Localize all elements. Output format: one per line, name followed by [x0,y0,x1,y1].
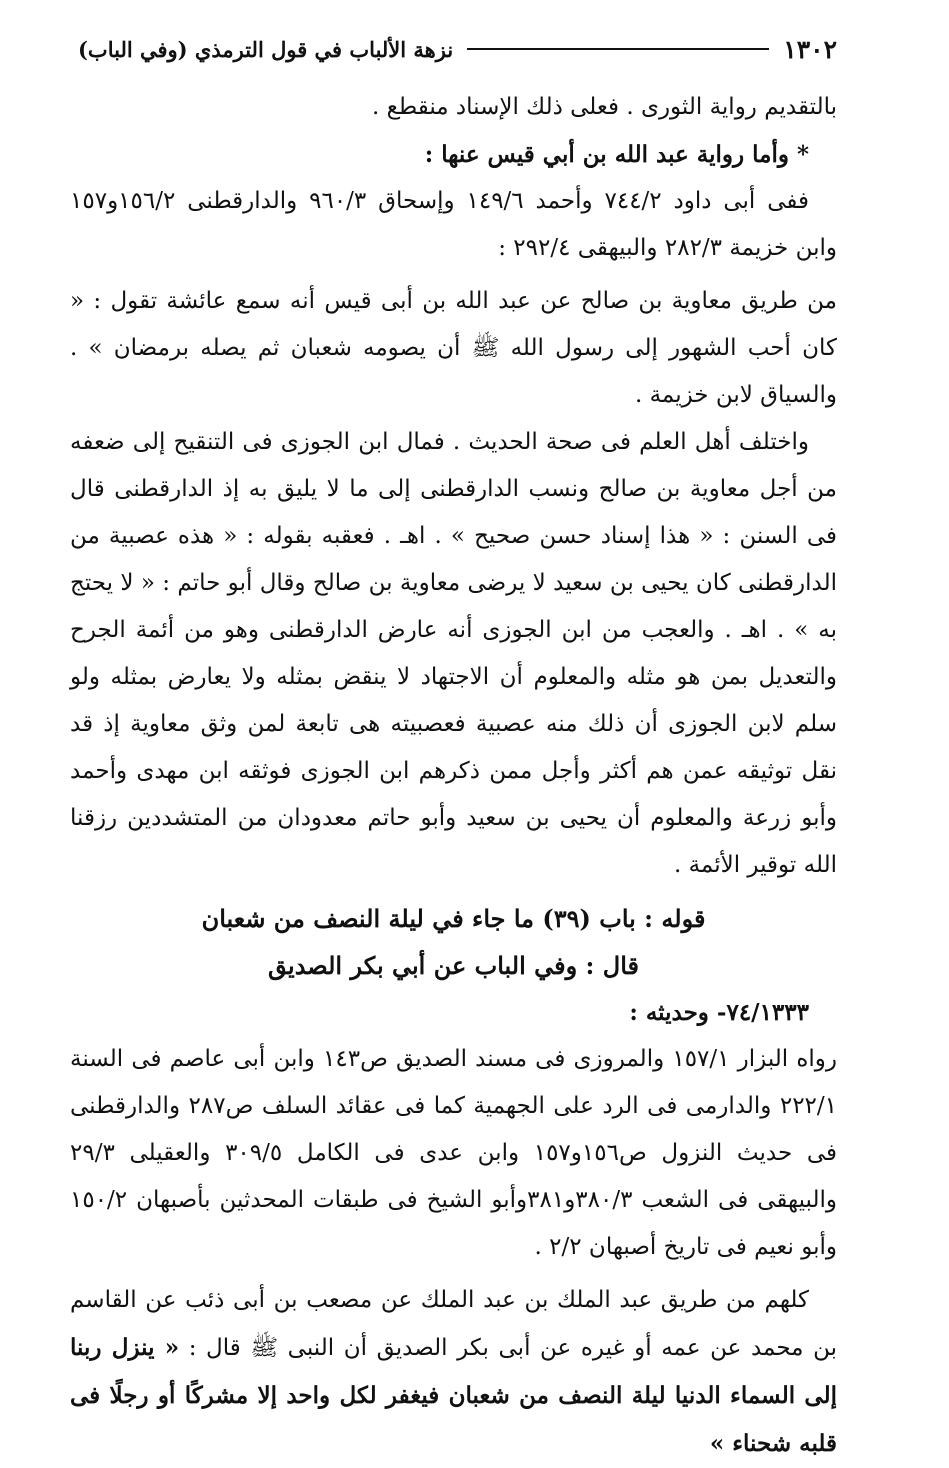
running-title: نزهة الألباب في قول الترمذي (وفي الباب) [78,36,454,62]
hadith-quote: « ينزل ربنا إلى السماء الدنيا ليلة النصف من شعبان فيغفر لكل واحد إلا مشركًا أو رجلًا فى قلبه شحناء » [70,1334,837,1457]
page-header [78,34,837,64]
paragraph-7: رواه البزار ١٥٧/١ والمروزى فى مسند الصديق ص١٤٣ وابن أبى عاصم فى السنة ٢٢٢/١ والدارمى فى الرد على الجهمية كما فى عقائد السلف ص٢٨٧ والدارقطنى فى حديث النزول ص١٥٦و١٥٧ وابن عدى فى الكامل ٣٠٩/٥ والعقيلى ٢٩/٣ والبيهقى فى الشعب ٣٨٠/٣و٣٨١وأبو الشيخ فى طبقات المحدثين بأصبهان ١٥٠/٢ وأبو نعيم فى تاريخ أصبهان ٢/٢ . [70,1046,838,1260]
paragraph-8-text: كلهم من طريق عبد الملك بن عبد الملك عن مصعب بن أبى ذئب عن القاسم بن محمد عن عمه أو غيره عن أبى بكر الصديق أن النبى ﷺ قال : [70,1287,837,1361]
section-subheading: * وأما رواية عبد الله بن أبي قيس عنها : [424,141,809,168]
chapter-heading: قوله : باب (٣٩) ما جاء في ليلة النصف من شعبان [201,904,706,933]
page-body [70,84,837,1468]
paragraph-1: بالتقديم رواية الثورى . فعلى ذلك الإسناد منقطع . [371,94,837,120]
paragraph-8 [70,1277,837,1468]
chapter-subheading: قال : وفي الباب عن أبي بكر الصديق [268,951,639,980]
paragraph-4: من طريق معاوية بن صالح عن عبد الله بن أبى قيس أنه سمع عائشة تقول : « كان أحب الشهور إلى رسول الله ﷺ أن يصومه شعبان ثم يصله برمضان » . والسياق لابن خزيمة . [70,288,837,408]
header-rule [467,48,769,50]
page-number: ١٣٠٢ [783,34,837,64]
paragraph-5: واختلف أهل العلم فى صحة الحديث . فمال ابن الجوزى فى التنقيح إلى ضعفه من أجل معاوية بن صالح ونسب الدارقطنى إلى ما لا يليق به إذ الدارقطنى قال فى السنن : « هذا إسناد حسن صحيح » . اهـ . فعقبه بقوله : « هذه عصبية من الدارقطنى كان يحيى بن سعيد لا يرضى معاوية بن صالح وقال أبو حاتم : « لا يحتج به » . اهـ . والعجب من ابن الجوزى أنه عارض الدارقطنى وهو من أئمة الجرح والتعديل بمن هو مثله والمعلوم أن الاجتهاد لا ينقض بمثله ولا يعارض بمثله ولو سلم لابن الجوزى أن ذلك منه عصبية فعصبيته هى تابعة لمن وثق معاوية إذ قد نقل توثيقه عمن هم أكثر وأجل ممن ذكرهم ابن الجوزى فوثقه ابن مهدى وأحمد وأبو زرعة والمعلوم أن يحيى بن سعيد وأبو حاتم معدودان من المتشددين رزقنا الله توقير الأئمة . [70,429,837,878]
paragraph-3: ففى أبى داود ٧٤٤/٢ وأحمد ١٤٩/٦ وإسحاق ٩٦٠/٣ والدارقطنى ١٥٦/٢و١٥٧ وابن خزيمة ٢٨٢/٣ والبيهقى ٢٩٢/٤ : [70,188,837,261]
hadith-number: ٧٤/١٣٣٣- وحديثه : [629,999,809,1026]
